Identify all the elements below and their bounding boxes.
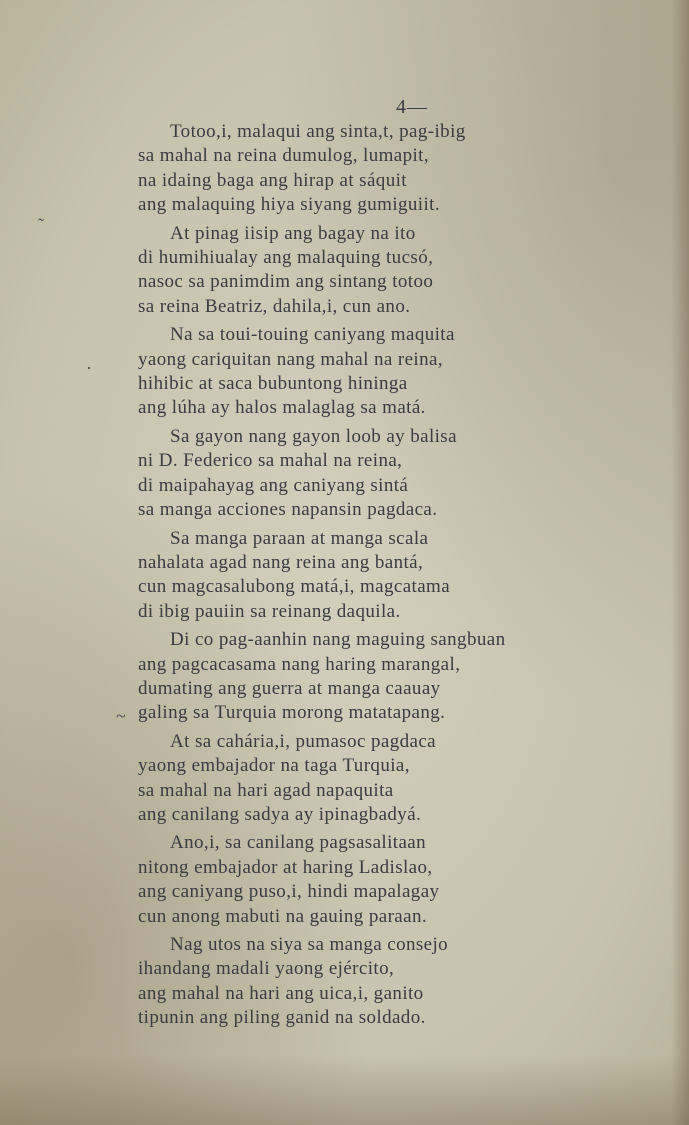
verse-line: sa mahal na reina dumulog, lumapit,: [138, 145, 430, 167]
verse-line: cun magcasalubong matá,i, magcatama: [138, 576, 451, 598]
verse-line: ni D. Federico sa mahal na reina,: [138, 450, 403, 472]
verse-line: yaong cariquitan nang mahal na reina,: [138, 348, 443, 370]
verse-line: ang caniyang puso,i, hindi mapalagay: [138, 881, 440, 903]
stanza: [138, 628, 608, 726]
verse-line: sa manga acciones napansin pagdaca.: [138, 499, 438, 521]
stanza: [138, 425, 608, 523]
verse-line: ang canilang sadya ay ipinagbadyá.: [138, 803, 422, 825]
verse-line: dumating ang guerra at manga caauay: [138, 677, 441, 699]
verse-line: ang pagcacasama nang haring marangal,: [138, 653, 461, 675]
verse-line: Nag utos na siya sa manga consejo: [170, 934, 449, 955]
verse-line: sa mahal na hari agad napaquita: [138, 779, 394, 801]
page-number: 4—: [396, 96, 428, 118]
page-bottom-stain: [0, 1055, 689, 1125]
page-edge-shadow: [671, 0, 689, 1125]
ink-speck: ˜: [38, 215, 44, 235]
verse-line: Na sa toui-touing caniyang maquita: [170, 324, 455, 346]
verse-line: ang mahal na hari ang uica,i, ganito: [138, 982, 424, 1004]
stanza: [138, 933, 608, 1031]
stanza: [138, 120, 608, 218]
verse-line: hihibic at saca bubuntong hininga: [138, 373, 408, 395]
stanza: [138, 222, 608, 320]
verse-line: ang lúha ay halos malaglag sa matá.: [138, 397, 426, 419]
verse-line: ihandang madali yaong ejército,: [138, 958, 395, 980]
verse-line: cun anong mabuti na gauing paraan.: [138, 905, 428, 927]
stanza: [138, 831, 608, 929]
verse-line: ang malaquing hiya siyang gumiguiit.: [138, 194, 440, 216]
verse-line: di ibig pauiin sa reinang daquila.: [138, 600, 401, 622]
verse-line: nitong embajador at haring Ladislao,: [138, 856, 433, 878]
verse-line: Ano,i, sa canilang pagsasalitaan: [170, 832, 427, 854]
stanza: [138, 527, 608, 625]
stanza: [138, 323, 608, 421]
verse-line: galing sa Turquia morong matatapang.: [138, 702, 446, 724]
poem-text: [138, 120, 608, 1035]
verse-line: Sa gayon nang gayon loob ay balisa: [170, 425, 457, 447]
verse-line: na idaing baga ang hirap at sáquit: [138, 169, 407, 191]
verse-line: At sa cahária,i, pumasoc pagdaca: [170, 730, 437, 752]
ink-speck: ·: [86, 358, 92, 378]
stanza: [138, 730, 608, 828]
verse-line: Sa manga paraan at manga scala: [170, 527, 429, 549]
verse-line: tipunin ang piling ganid na soldado.: [138, 1007, 426, 1029]
verse-line: yaong embajador na taga Turquia,: [138, 755, 410, 777]
verse-line: di maipahayag ang caniyang sintá: [138, 474, 409, 496]
verse-line: di humihiualay ang malaquing tucsó,: [138, 247, 434, 269]
verse-line: sa reina Beatriz, dahila,i, cun ano.: [138, 295, 411, 317]
verse-line: At pinag iisip ang bagay na ito: [170, 222, 416, 244]
ink-speck: ~: [116, 706, 126, 726]
verse-line: Totoo,i, malaqui ang sinta,t, pag-ibig: [170, 121, 466, 142]
verse-line: nasoc sa panimdim ang sintang totoo: [138, 271, 434, 293]
verse-line: nahalata agad nang reina ang bantá,: [138, 551, 424, 573]
verse-line: Di co pag-aanhin nang maguing sangbuan: [170, 629, 506, 651]
